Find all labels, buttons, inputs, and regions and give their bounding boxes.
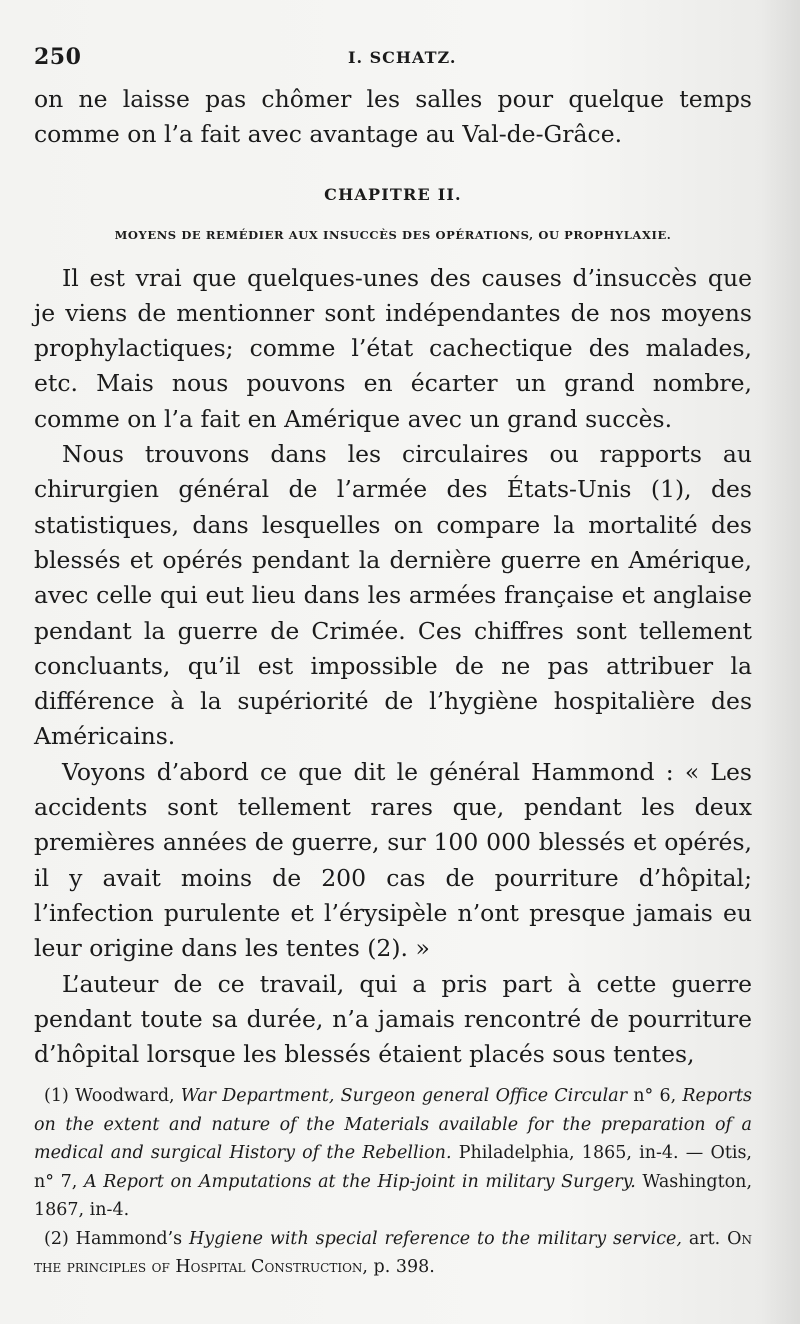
paragraph-1: Il est vrai que quelques-unes des causes d’insuccès que je viens de mentionner sont indépendantes de nos moyens prophylactiques; comme l’état cachectique des malades, etc. Mais nous pouvons en écarter un grand nombre, comme on l’a fait en Amérique avec un grand succès. (34, 263, 752, 433)
fn2-author: (2) Hammond’s (44, 1228, 190, 1249)
fn1-number: n° 6, (627, 1086, 683, 1106)
fn2-art: art. (681, 1228, 728, 1249)
footnote-2 (34, 1225, 752, 1282)
paragraph-3: Voyons d’abord ce que dit le général Hammond : « Les accidents sont tellement rares que, pendant les deux premières années de guerre, sur 100 000 blessés et opérés, il y avait moins de 200 cas de pourriture d’hôpital; l’infection purulente et l’érysipèle n’ont presque jamais eu leur origine dans les tentes (2). » (34, 757, 752, 963)
fn1-imprint-2: Washington, 1867, in-4. (34, 1171, 753, 1220)
chapter-subtitle: MOYENS DE REMÉDIER AUX INSUCCÈS DES OPÉRATIONS, OU PROPHYLAXIE. (114, 227, 672, 242)
page-gutter-shadow (760, 0, 800, 1324)
fn2-title: Hygiene with special reference to the military service, (189, 1228, 682, 1249)
page-header (34, 44, 752, 74)
fn1-title: Reports on the extent and nature of the Materials available for the preparation of a medical and surgical History of the Rebellion. (34, 1086, 753, 1163)
running-head: I. SCHATZ. (348, 48, 457, 67)
fn2-page: , p. 398. (362, 1257, 435, 1277)
fn1-source: War Department, Surgeon general Office Circular (180, 1086, 628, 1106)
chapter-title: CHAPITRE II. (324, 184, 462, 204)
fn2-article-title: On the principles of Hospital Construction (34, 1228, 752, 1277)
footnote-1 (34, 1082, 752, 1225)
page-number: 250 (34, 44, 82, 70)
footnotes (34, 1082, 752, 1282)
paragraph-2: Nous trouvons dans les circulaires ou rapports au chirurgien général de l’armée des États-Unis (1), des statistiques, dans lesquelles on compare la mortalité des blessés et opérés pendant la dernière guerre en Amérique, avec celle qui eut lieu dans les armées française et anglaise pendant la guerre de Crimée. Ces chiffres sont tellement concluants, qu’il est impossible de ne pas attribuer la différence à la supériorité de l’hygiène hospitalière des Américains. (34, 440, 752, 751)
continued-paragraph: on ne laisse pas chômer les salles pour quelque temps comme on l’a fait avec avantage au Val-de-Grâce. (34, 85, 752, 149)
fn1-title-2: A Report on Amputations at the Hip-joint in military Surgery. (83, 1171, 636, 1192)
main-text (34, 82, 752, 1072)
fn1-imprint: Philadelphia, 1865, in-4. — Otis, n° 7, (34, 1143, 752, 1192)
fn1-author: (1) Woodward, (44, 1086, 181, 1106)
paragraph-4: L’auteur de ce travail, qui a pris part à cette guerre pendant toute sa durée, n’a jamais rencontré de pourriture d’hôpital lorsque les blessés étaient placés sous tentes, (34, 969, 752, 1069)
